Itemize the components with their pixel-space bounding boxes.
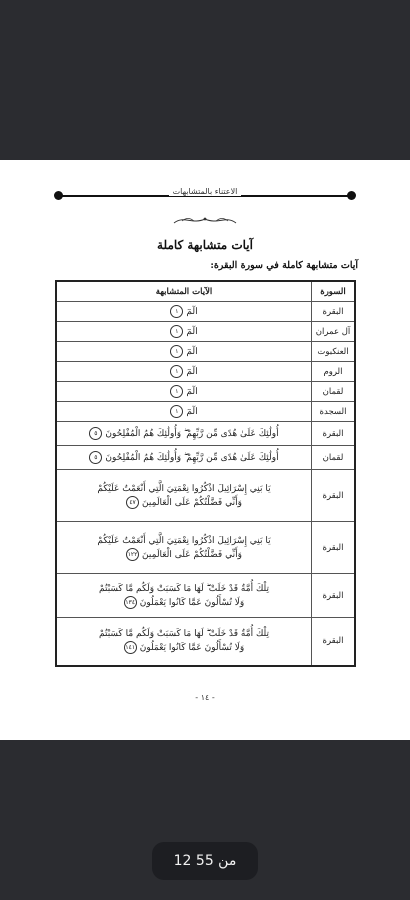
verse-text: وَأَنِّي فَضَّلْتُكُمْ عَلَى الْعَالَمِينَ <box>142 497 242 508</box>
surah-column-header: السورة <box>312 281 356 302</box>
verse-cell <box>56 362 312 382</box>
verse-cell <box>56 342 312 362</box>
table-row <box>56 446 355 470</box>
table-row <box>56 422 355 446</box>
surah-cell: السجدة <box>312 402 356 422</box>
verse-line <box>57 627 311 641</box>
surah-cell: لقمان <box>312 382 356 402</box>
ayah-number-marker: ١٣٤ <box>124 596 137 609</box>
verse-text: وَأَنِّي فَضَّلْتُكُمْ عَلَى الْعَالَمِينَ <box>142 549 242 560</box>
verse-cell <box>56 422 312 446</box>
verse-cell <box>56 522 312 574</box>
surah-cell: البقرة <box>312 574 356 618</box>
verse-text: أُولَٰئِكَ عَلَىٰ هُدًى مِّن رَّبِّهِمْ ۖ وَأُولَٰئِكَ هُمُ الْمُفْلِحُونَ <box>105 452 279 463</box>
verse-line <box>57 496 311 510</box>
verse-cell <box>56 470 312 522</box>
verse-text: تِلْكَ أُمَّةٌ قَدْ خَلَتْ ۖ لَهَا مَا كَسَبَتْ وَلَكُم مَّا كَسَبْتُمْ <box>98 583 270 594</box>
verse-line <box>57 305 311 319</box>
verse-line <box>57 385 311 399</box>
verse-text: يَا بَنِي إِسْرَائِيلَ اذْكُرُوا نِعْمَتِيَ الَّتِي أَنْعَمْتُ عَلَيْكُمْ <box>97 483 271 494</box>
verse-cell <box>56 382 312 402</box>
table-row <box>56 342 355 362</box>
verse-text: يَا بَنِي إِسْرَائِيلَ اذْكُرُوا نِعْمَتِيَ الَّتِي أَنْعَمْتُ عَلَيْكُمْ <box>97 535 271 546</box>
ayah-number-marker: ١ <box>170 365 183 378</box>
surah-cell: البقرة <box>312 522 356 574</box>
surah-cell: البقرة <box>312 470 356 522</box>
ayah-number-marker: ٥ <box>89 427 102 440</box>
running-header: الاعتناء بالمتشابهات <box>169 187 242 196</box>
ayah-number-marker: ١ <box>170 385 183 398</box>
verse-cell <box>56 302 312 322</box>
verse-line <box>57 596 311 610</box>
table-header-row <box>56 281 355 302</box>
verse-text: أُولَٰئِكَ عَلَىٰ هُدًى مِّن رَّبِّهِمْ ۖ وَأُولَٰئِكَ هُمُ الْمُفْلِحُونَ <box>105 428 279 439</box>
verse-cell <box>56 402 312 422</box>
verse-line <box>57 451 311 465</box>
surah-cell: البقرة <box>312 618 356 666</box>
ayah-number-marker: ١ <box>170 405 183 418</box>
surah-cell: آل عمران <box>312 322 356 342</box>
verse-text: الٓمٓ <box>186 406 198 417</box>
verse-cell <box>56 322 312 342</box>
section-subtitle: آيات متشابهة كاملة في سورة البقرة: <box>210 260 358 271</box>
verse-text: الٓمٓ <box>186 386 198 397</box>
table-row <box>56 522 355 574</box>
ayah-number-marker: ٥ <box>89 451 102 464</box>
verse-line <box>57 345 311 359</box>
basmala-ornament-icon <box>172 213 238 227</box>
verse-line <box>57 641 311 655</box>
verse-line <box>57 482 311 496</box>
verse-line <box>57 534 311 548</box>
page-number: - ١٤ - <box>195 693 215 702</box>
verse-text: وَلَا تُسْأَلُونَ عَمَّا كَانُوا يَعْمَلُونَ <box>139 597 245 608</box>
verse-line <box>57 548 311 562</box>
ayah-number-marker: ٤٧ <box>126 496 139 509</box>
verse-cell <box>56 574 312 618</box>
verse-text: الٓمٓ <box>186 326 198 337</box>
verses-table <box>55 280 356 667</box>
section-title: آيات متشابهة كاملة <box>157 238 253 252</box>
ayah-number-marker: ١ <box>170 305 183 318</box>
verse-cell <box>56 446 312 470</box>
verse-line <box>57 405 311 419</box>
verse-line <box>57 427 311 441</box>
ayah-number-marker: ١ <box>170 345 183 358</box>
verse-cell <box>56 618 312 666</box>
table-row <box>56 362 355 382</box>
ayah-number-marker: ١ <box>170 325 183 338</box>
verse-line <box>57 325 311 339</box>
verse-text: تِلْكَ أُمَّةٌ قَدْ خَلَتْ ۖ لَهَا مَا كَسَبَتْ وَلَكُم مَّا كَسَبْتُمْ <box>98 629 270 640</box>
table-row <box>56 402 355 422</box>
surah-cell: البقرة <box>312 422 356 446</box>
table-row <box>56 302 355 322</box>
ayah-number-marker: ١٤١ <box>124 641 137 654</box>
surah-cell: لقمان <box>312 446 356 470</box>
table-row <box>56 574 355 618</box>
surah-cell: الروم <box>312 362 356 382</box>
verse-text: الٓمٓ <box>186 306 198 317</box>
surah-cell: البقرة <box>312 302 356 322</box>
verse-text: الٓمٓ <box>186 346 198 357</box>
surah-cell: العنكبوت <box>312 342 356 362</box>
verse-line <box>57 365 311 379</box>
document-page <box>0 160 410 740</box>
table-row <box>56 382 355 402</box>
verse-text: الٓمٓ <box>186 366 198 377</box>
page-indicator[interactable]: 12 من 55 <box>152 842 258 880</box>
table-row <box>56 470 355 522</box>
verses-column-header: الآيات المتشابهة <box>56 281 312 302</box>
ayah-number-marker: ١٢٢ <box>126 548 139 561</box>
table-row <box>56 618 355 666</box>
verse-text: وَلَا تُسْأَلُونَ عَمَّا كَانُوا يَعْمَلُونَ <box>139 643 245 654</box>
verse-line <box>57 582 311 596</box>
table-row <box>56 322 355 342</box>
